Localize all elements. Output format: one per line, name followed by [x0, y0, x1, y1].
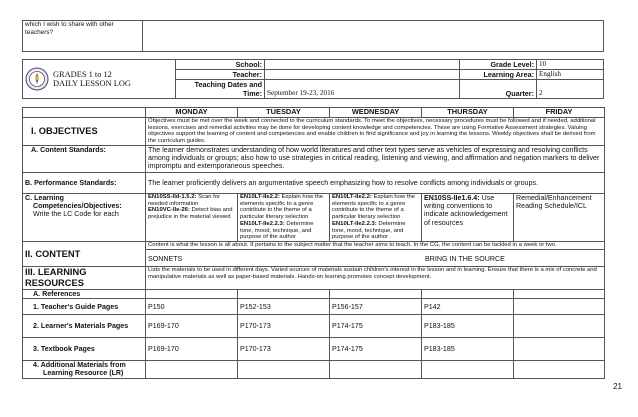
objectives-heading: I. OBJECTIVES — [23, 118, 146, 146]
content-topics — [146, 250, 604, 265]
quarter-label: Quarter: — [460, 80, 537, 99]
competency-thursday-text-1: Use writing conventions to indicate acknowledgement of resources — [424, 194, 508, 227]
deped-seal-icon — [25, 67, 49, 91]
teachers-guide-thursday: P142 — [422, 299, 514, 315]
area-value: English — [537, 70, 604, 80]
day-tuesday: TUESDAY — [238, 108, 330, 118]
competencies-row — [23, 194, 605, 242]
lesson-log-header — [22, 59, 604, 99]
dates-label-line-2: Time: — [176, 89, 265, 99]
day-monday: MONDAY — [146, 108, 238, 118]
school-label: School: — [176, 60, 265, 70]
resource-row-learners-materials — [23, 315, 605, 338]
teachers-guide-wednesday: P156-157 — [330, 299, 422, 315]
additional-monday — [146, 361, 238, 379]
textbook-wednesday: P174-175 — [330, 338, 422, 361]
learners-materials-label: 2. Learner's Materials Pages — [23, 315, 146, 338]
previous-row-text: which I wish to share with other teachers? — [23, 21, 143, 52]
teachers-guide-monday: P150 — [146, 299, 238, 315]
competencies-label-line-2: Competencies/Objectives: — [33, 202, 122, 211]
resources-heading: III. LEARNING RESOURCES — [23, 267, 146, 290]
learners-materials-tuesday: P170-173 — [238, 315, 330, 338]
competency-wednesday — [330, 194, 422, 242]
textbook-monday: P169-170 — [146, 338, 238, 361]
previous-row-empty — [143, 21, 604, 52]
resource-row-teachers-guide — [23, 299, 605, 315]
area-label: Learning Area: — [460, 70, 537, 80]
resource-row-additional — [23, 361, 605, 379]
dates-value: September 19-23, 2016 — [265, 80, 460, 99]
learners-materials-friday — [514, 315, 605, 338]
content-standards-label: A. Content Standards: — [23, 146, 146, 173]
competencies-label — [23, 194, 146, 242]
content-heading: II. CONTENT — [23, 242, 146, 267]
objectives-text: Objectives must be met over the week and connected to the curriculum standards. To meet the objectives, necessary procedures must be followed and if needed, additional lessons, exercises and remedial activities may be done for developing content knowledge and competencies. These are using Formative Assessment strategies. Valuing objectives support the learning of content and competencies and enable children to find significance and joy in learning the lessons. Weekly objectives shall be derived from the curriculum guides. — [146, 118, 605, 146]
day-wednesday: WEDNESDAY — [330, 108, 422, 118]
title-line-2: DAILY LESSON LOG — [53, 79, 131, 88]
quarter-value: 2 — [537, 80, 604, 99]
day-friday: FRIDAY — [514, 108, 605, 118]
competencies-label-line-3: Write the LC Code for each — [33, 210, 119, 219]
teacher-value — [265, 70, 460, 80]
textbook-label: 3. Textbook Pages — [23, 338, 146, 361]
title-cell — [23, 60, 176, 99]
additional-materials-label-line-2: Learning Resource (LR) — [43, 369, 124, 378]
content-row — [23, 242, 605, 267]
competency-monday-code-1: EN10SS-IId-1.5.2: — [148, 194, 197, 200]
competency-tuesday-text-2: Determine tone, mood, technique, and purpose of the author — [240, 220, 314, 241]
teachers-guide-friday — [514, 299, 605, 315]
grade-label: Grade Level: — [460, 60, 537, 70]
learners-materials-monday: P169-170 — [146, 315, 238, 338]
competency-wednesday-text-2: Determine tone, mood, technique, and purpose of the author — [332, 220, 406, 241]
references-cell-2 — [238, 290, 330, 299]
references-cell-1 — [146, 290, 238, 299]
school-value — [265, 60, 460, 70]
content-standards-row — [23, 146, 605, 173]
day-thursday: THURSDAY — [422, 108, 514, 118]
competency-monday-text-2: Detect bias and prejudice in the material viewed — [148, 207, 233, 221]
competency-tuesday-code-2: EN10LT-IIe2.2.3: — [240, 220, 285, 227]
textbook-friday — [514, 338, 605, 361]
competency-wednesday-code-1: EN10LT-IIe2.2: — [332, 194, 372, 200]
resources-text: Lists the materials to be used in different days. Varied sources of materials sustain children's interest in the lesson and in learning. Ensure that there is a mix of concrete and manipulative materials as well as paper-based materials. Hands-on learning promotes concept development. — [146, 267, 605, 290]
competencies-label-line-1: C. Learning — [25, 194, 65, 202]
performance-standards-label: B. Performance Standards: — [23, 173, 146, 194]
textbook-thursday: P183-185 — [422, 338, 514, 361]
competency-friday: Remedial/Enhancement Reading Schedule/ICL — [514, 194, 605, 242]
learners-materials-thursday: P183-185 — [422, 315, 514, 338]
days-header-blank — [23, 108, 146, 118]
title-line-1: GRADES 1 to 12 — [53, 70, 112, 79]
content-cell — [146, 242, 605, 267]
teachers-guide-label: 1. Teacher's Guide Pages — [23, 299, 146, 315]
additional-wednesday — [330, 361, 422, 379]
page-number: 21 — [613, 382, 622, 391]
grade-value: 10 — [537, 60, 604, 70]
references-row — [23, 290, 605, 299]
references-cell-5 — [514, 290, 605, 299]
competency-tuesday-text-1: Explain how the elements specific to a genre contribute to the theme of a particular literary selection — [240, 194, 324, 221]
teachers-guide-tuesday: P152-153 — [238, 299, 330, 315]
competency-wednesday-code-2: EN10LT-IIe2.2.3: — [332, 220, 377, 227]
additional-thursday — [422, 361, 514, 379]
content-topic-left: SONNETS — [148, 254, 183, 263]
teacher-label: Teacher: — [176, 70, 265, 80]
references-cell-4 — [422, 290, 514, 299]
learners-materials-wednesday: P174-175 — [330, 315, 422, 338]
performance-standards-text: The learner proficiently delivers an argumentative speech emphasizing how to resolve conflicts among individuals or groups. — [146, 173, 605, 194]
competency-wednesday-text-1: Explain how the elements specific to a genre contribute to the theme of a particular literary selection — [332, 194, 416, 221]
competency-thursday-code-1: EN10SS-IIe1.6.4: — [424, 194, 480, 202]
additional-materials-label — [23, 361, 146, 379]
lesson-log-table — [22, 107, 605, 379]
performance-standards-row — [23, 173, 605, 194]
resource-row-textbook — [23, 338, 605, 361]
competency-tuesday-code-1: EN10LT-IIe2.2: — [240, 194, 280, 200]
competency-monday-code-2: EN10VC-IIe-26: — [148, 207, 190, 214]
additional-tuesday — [238, 361, 330, 379]
previous-page-table — [22, 20, 604, 52]
additional-materials-label-line-1: 4. Additional Materials from — [33, 361, 126, 370]
objectives-row — [23, 118, 605, 146]
content-standards-text: The learner demonstrates understanding of how world literatures and other text types serve as vehicles of expressing and resolving conflicts among individuals or groups; also how to use strategies in critical reading, listening and viewing, and affirmation and negation markers to deliver impromptu and extemporaneous speeches. — [146, 146, 605, 173]
competency-monday-text-1: Scan for needed information — [148, 194, 221, 207]
title-block — [25, 67, 173, 91]
textbook-tuesday: P170-173 — [238, 338, 330, 361]
references-cell-3 — [330, 290, 422, 299]
resources-row — [23, 267, 605, 290]
content-topic-right: BRING IN THE SOURCE — [425, 254, 505, 263]
additional-friday — [514, 361, 605, 379]
references-label: A. References — [23, 290, 146, 299]
dates-label-line-1: Teaching Dates and — [176, 80, 265, 90]
competency-tuesday — [238, 194, 330, 242]
competency-monday — [146, 194, 238, 242]
days-header-row — [23, 108, 605, 118]
competency-thursday — [422, 194, 514, 242]
content-note: Content is what the lesson is all about. It pertains to the subject matter that the teacher aims to teach. In the CG, the content can be tackled in a week or two. — [146, 242, 604, 250]
